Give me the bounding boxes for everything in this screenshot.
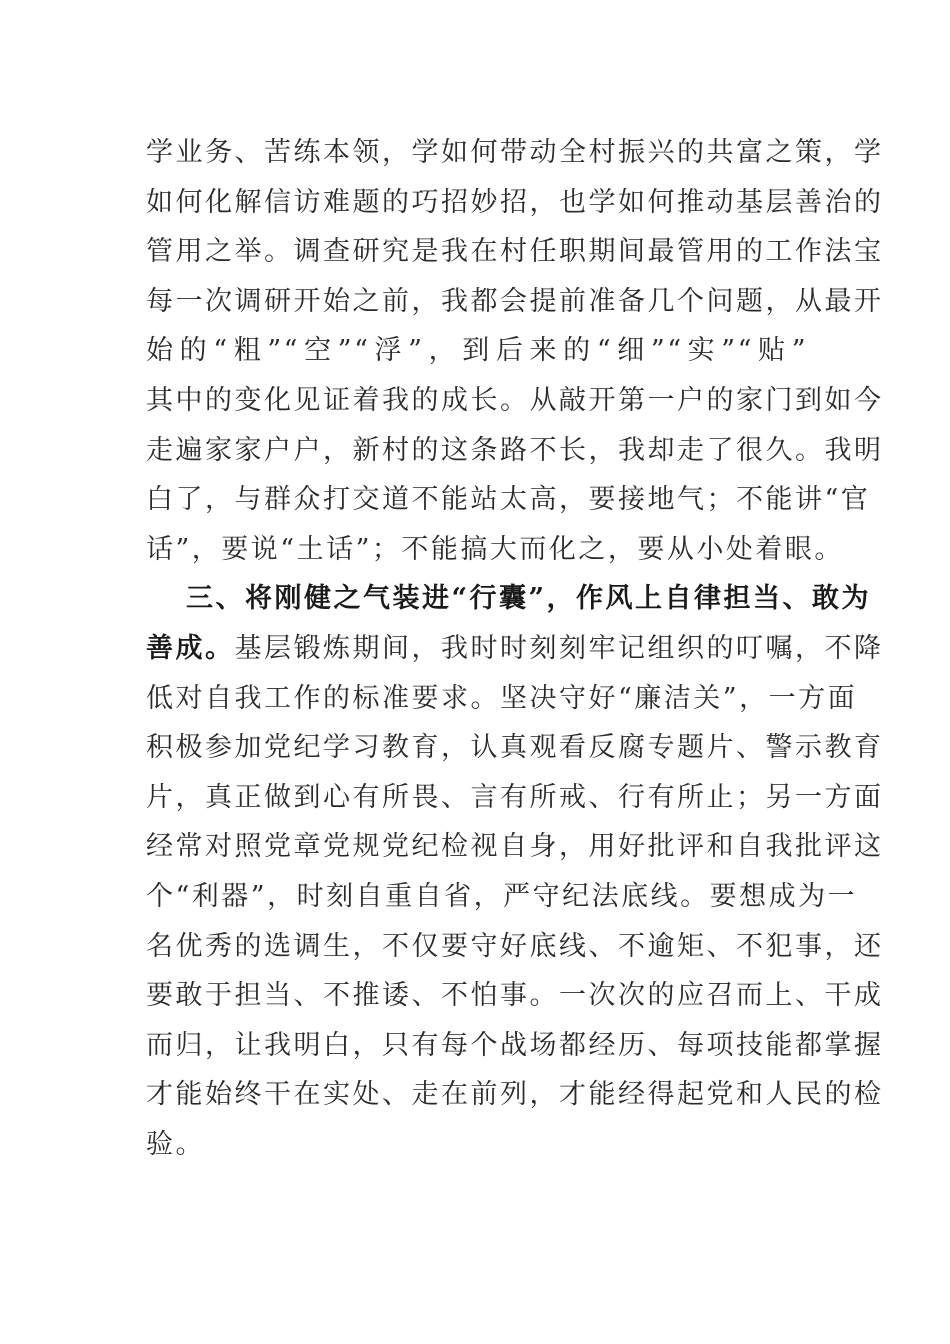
text-line: 个“利器”，时刻自重自省，严守纪法底线。要想成为一 — [146, 880, 858, 912]
text-line: 而归，让我明白，只有每个战场都经历、每项技能都掌握 — [146, 1029, 884, 1061]
text-line: 学业务、苦练本领，学如何带动全村振兴的共富之策，学 — [146, 137, 884, 168]
text-line: 才能始终干在实处、走在前列，才能经得起党和人民的检 — [146, 1079, 884, 1111]
text-line: 积极参加党纪学习教育，认真观看反腐专题片、警示教育 — [146, 732, 884, 764]
text-line: 管用之举。调查研究是我在村任职期间最管用的工作法宝 — [146, 236, 884, 268]
text-line: 每一次调研开始之前，我都会提前准备几个问题，从最开 — [146, 285, 884, 317]
text-line: 经常对照党章党规党纪检视自身，用好批评和自我批评这 — [146, 831, 884, 863]
text-line: 名优秀的选调生，不仅要守好底线、不逾矩、不犯事，还 — [146, 930, 884, 962]
text-line: 始的“粗”“空”“浮”，到后来的“细”“实”“贴” — [146, 335, 808, 367]
text-line: 走遍家家户户，新村的这条路不长，我却走了很久。我明 — [146, 434, 884, 466]
text-line: 低对自我工作的标准要求。坚决守好“廉洁关”，一方面 — [146, 682, 858, 714]
section-heading: 三、将刚健之气装进“行囊”，作风上自律担当、敢为 — [186, 583, 872, 615]
text-line: 话”，要说“土话”；不能搞大而化之，要从小处着眼。 — [146, 533, 844, 565]
text-line: 白了，与群众打交道不能站太高，要接地气；不能讲“官 — [146, 484, 871, 516]
text-line: 如何化解信访难题的巧招妙招，也学如何推动基层善治的 — [146, 186, 884, 218]
text-line — [146, 624, 884, 674]
body-text — [146, 128, 884, 1169]
text-line: 验。 — [146, 1128, 205, 1160]
text-line: 其中的变化见证着我的成长。从敲开第一户的家门到如今 — [146, 384, 884, 416]
section-heading-end: 善成。 — [146, 632, 235, 664]
text-line: 片，真正做到心有所畏、言有所戒、行有所止；另一方面 — [146, 781, 884, 813]
text-line-rest: 基层锻炼期间，我时时刻刻牢记组织的叮嘱，不降 — [234, 632, 884, 664]
text-line: 要敢于担当、不推诿、不怕事。一次次的应召而上、干成 — [146, 980, 884, 1012]
